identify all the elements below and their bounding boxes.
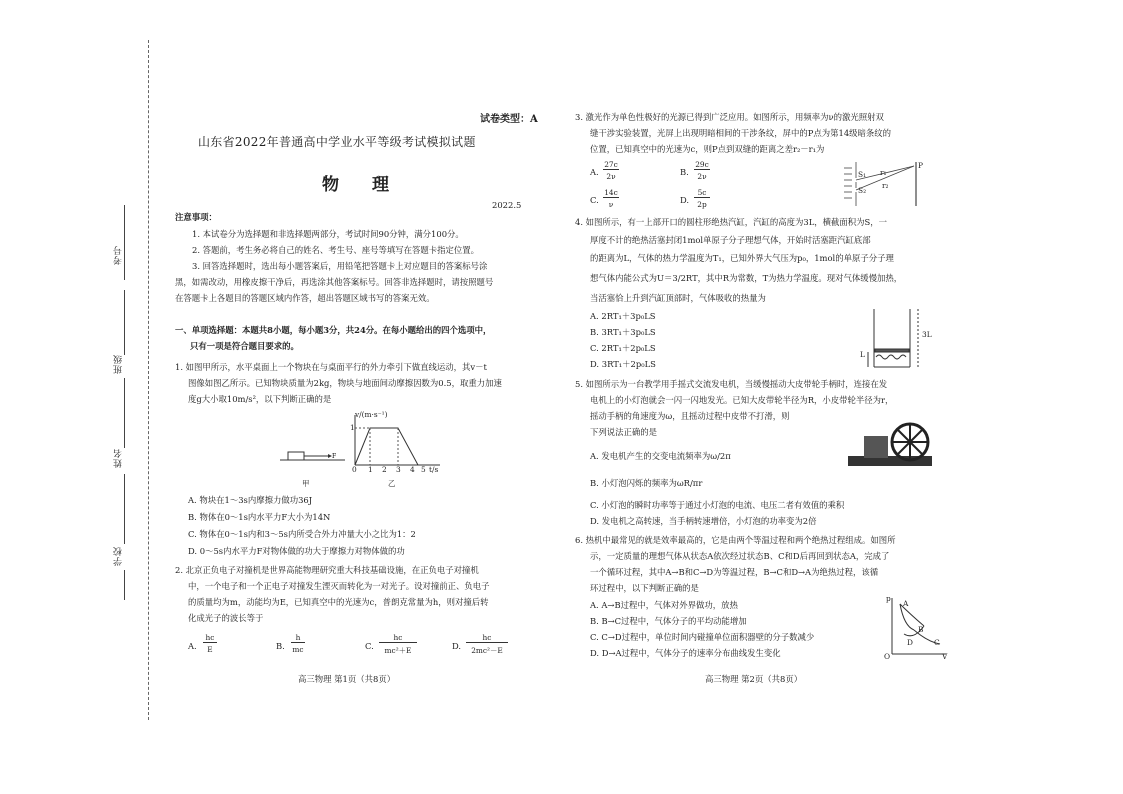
vt-curve [355, 428, 418, 465]
q1-line: 图像如图乙所示。已知物块质量为2kg，物块与地面间动摩擦因数为0.5，取重力加速 [188, 378, 502, 388]
q3-a-den: 2ν [606, 172, 616, 181]
q1-tick-x: 2 [382, 465, 387, 474]
q3-line: 缝干涉实验装置，光屏上出现明暗相间的干涉条纹，屏中的P点为第14级暗条纹的 [590, 128, 892, 138]
q3-b-den: 2ν [697, 172, 707, 181]
q4-option-b: B. 3RT₁＋3p₀LS [590, 327, 656, 337]
q1-line: 度g大小取10m/s²，以下判断正确的是 [188, 394, 332, 404]
q4-option-a: A. 2RT₁＋3p₀LS [590, 311, 656, 321]
q5-line: 电机上的小灯泡就会一闪一闪地发光。已知大皮带轮半径为R，小皮带轮半径为r， [590, 395, 894, 405]
q6-pv-diagram [884, 596, 950, 660]
q6-line: 6. 热机中最常见的就是效率最高的，它是由两个等温过程和两个绝热过程组成。如图所 [575, 535, 896, 545]
q1-line: 1. 如图甲所示，水平桌面上一个物块在与桌面平行的外力牵引下做直线运动，其v－t [175, 362, 487, 372]
sidebar-line [124, 378, 125, 448]
section-heading-cont: 只有一项是符合题目要求的。 [190, 341, 299, 351]
sidebar-line [124, 290, 125, 355]
q2-a-num: hc [203, 633, 217, 643]
notice-item: 黑，如需改动，用橡皮擦干净后，再选涂其他答案标号。回答非选择题时，请按照题号 [175, 277, 494, 287]
q4-line: 当活塞恰上升到汽缸顶部时，气体吸收的热量为 [590, 293, 766, 303]
q3-option-c-label: C. [590, 195, 599, 205]
notice-heading: 注意事项： [175, 212, 217, 222]
q3-d-num: 5c [694, 188, 710, 198]
q1-figure [270, 410, 450, 495]
q6-label-d: D [907, 638, 913, 647]
q2-option-b-label: B. [276, 641, 285, 651]
q4-line: 的距离为L，气体的热力学温度为T₁，已知外界大气压为p₀，1mol的单原子分子理 [590, 253, 894, 263]
q2-a-den: E [207, 645, 213, 654]
q3-b-num: 29c [695, 160, 709, 169]
q1-option-a: A. 物块在1～3s内摩擦力做功36J [188, 495, 313, 505]
sidebar-label-school: 学校 [114, 546, 124, 566]
subject-title: 物 理 [322, 175, 397, 195]
page-footer-right: 高三物理 第2页（共8页） [705, 674, 803, 684]
q3-line: 位置，已知真空中的光速为c，则P点到双缝的距离之差r₂－r₁为 [590, 144, 825, 154]
q2-c-den: mc²＋E [384, 646, 412, 655]
q3-label-s2: S₂ [858, 186, 867, 195]
q2-c-num: hc [379, 633, 417, 643]
exam-type: 试卷类型：A [480, 114, 538, 125]
sidebar-line [124, 474, 125, 544]
q3-option-d-label: D. [680, 195, 690, 205]
q3-option-a-label: A. [590, 167, 599, 177]
sidebar-line [124, 570, 125, 600]
q3-d-den: 2p [697, 200, 707, 209]
q6-option-c: C. C→D过程中，单位时间内碰撞单位面积器壁的分子数减少 [590, 632, 815, 642]
section-heading: 一、单项选择题：本题共8小题，每小题3分，共24分。在每小题给出的四个选项中， [175, 325, 492, 335]
q1-option-d: D. 0～5s内水平力F对物体做的功大于摩擦力对物体做的功 [188, 546, 405, 556]
q1-tick-x: 3 [396, 465, 401, 474]
notice-item: 2. 答题前，考生务必将自己的姓名、考生号、座号等填写在答题卡指定位置。 [192, 245, 480, 255]
q4-line: 想气体内能公式为U＝3/2RT，其中R为常数，T为热力学温度。现对气体缓慢加热， [590, 273, 903, 283]
q3-c-den: ν [608, 200, 614, 209]
q5-option-d: D. 发电机之高转速，当手柄转速增倍，小灯泡的功率变为2倍 [590, 516, 817, 526]
q6-option-a: A. A→B过程中，气体对外界做功，放热 [590, 600, 738, 610]
q1-option-c: C. 物体在0～1s内和3～5s内所受合外力冲量大小之比为1：2 [188, 529, 416, 539]
q2-d-den: 2mc²－E [471, 646, 503, 655]
q3-a-num: 27c [604, 160, 618, 169]
q1-tick-x: 5 [421, 465, 426, 474]
q1-tick-x: 0 [352, 465, 357, 474]
notice-item: 在答题卡上各题目的答题区域内作答，超出答题区域书写的答案无效。 [175, 293, 435, 303]
q2-option-c-label: C. [365, 641, 374, 651]
sidebar-label-name: 姓名 [114, 448, 124, 468]
q2-option-a-label: A. [188, 641, 197, 651]
q5-line: 5. 如图所示为一台教学用手摇式交流发电机，当缓慢摇动大皮带轮手柄时，连接在发 [575, 379, 888, 389]
q6-line: 一个循环过程，其中A→B和C→D为等温过程，B→C和D→A为绝热过程，该循 [590, 567, 879, 577]
q6-option-d: D. D→A过程中，气体分子的速率分布曲线发生变化 [590, 648, 781, 658]
q5-line: 摇动手柄的角速度为ω，且摇动过程中皮带不打滑，则 [590, 411, 790, 421]
q3-option-b-label: B. [680, 167, 689, 177]
q4-label-l: L [860, 350, 865, 359]
q1-tick-y: 1 [350, 423, 355, 432]
q6-line: 示，一定质量的理想气体从状态A依次经过状态B、C和D后再回到状态A，完成了 [590, 551, 890, 561]
q2-line: 2. 北京正负电子对撞机是世界高能物理研究重大科技基础设施，在正负电子对撞机 [175, 565, 479, 575]
q5-option-a: A. 发电机产生的交变电流频率为ω/2π [590, 451, 731, 461]
q4-cylinder-figure [862, 305, 934, 375]
q4-line: 4. 如图所示，有一上部开口的圆柱形绝热汽缸，汽缸的高度为3L，横截面积为S，一 [575, 217, 888, 227]
sidebar-label-class: 班级 [114, 354, 124, 374]
q3-c-num: 14c [604, 188, 618, 197]
q4-option-d: D. 3RT₁＋2p₀LS [590, 359, 656, 369]
q5-line: 下列说法正确的是 [590, 427, 657, 437]
q2-line: 化成光子的波长等于 [188, 613, 264, 623]
q4-label-3l: 3L [922, 330, 932, 339]
q3-label-r1: r₁ [880, 168, 887, 177]
q2-line: 中，一个电子和一个正电子对撞发生湮灭而转化为一对光子。设对撞前正、负电子 [188, 581, 490, 591]
q5-generator-image [846, 420, 940, 472]
q5-option-b: B. 小灯泡闪烁的频率为ωR/πr [590, 478, 703, 488]
q1-tick-x: t/s [429, 465, 439, 474]
q1-option-b: B. 物体在0～1s内水平力F大小为14N [188, 512, 331, 522]
q6-label-b: B [918, 625, 924, 634]
q2-line: 的质量均为m，动能均为E，已知真空中的光速为c，普朗克常量为h，则对撞后转 [188, 597, 489, 607]
force-label: F [332, 453, 337, 460]
q2-option-d-label: D. [452, 641, 462, 651]
q4-option-c: C. 2RT₁＋2p₀LS [590, 343, 656, 353]
q2-b-den: mc [292, 645, 304, 654]
q5-option-c: C. 小灯泡的瞬时功率等于通过小灯泡的电流、电压二者有效值的乘积 [590, 500, 845, 510]
q4-line: 厚度不计的绝热活塞封闭1mol单原子分子理想气体，开始时活塞距汽缸底部 [590, 235, 871, 245]
exam-date: 2022.5 [492, 200, 522, 210]
q6-label-c: C [934, 638, 940, 647]
q1-tick-x: 4 [410, 465, 415, 474]
q6-option-b: B. B→C过程中，气体分子的平均动能增加 [590, 616, 747, 626]
binding-dashed-line [148, 40, 149, 720]
q2-d-num: hc [466, 633, 508, 643]
notice-item: 1. 本试卷分为选择题和非选择题两部分，考试时间90分钟，满分100分。 [192, 229, 464, 239]
q6-label-p: p [886, 594, 891, 603]
q3-line: 3. 激光作为单色性极好的光源已得到广泛应用。如图所示，用频率为ν的激光照射双 [575, 112, 884, 122]
exam-title: 山东省2022年普通高中学业水平等级考试模拟试题 [198, 135, 476, 149]
q3-label-r2: r₂ [882, 181, 889, 190]
notice-item: 3. 回答选择题时，选出每小题答案后，用铅笔把答题卡上对应题目的答案标号涂 [192, 261, 488, 271]
q3-label-s1: S₁ [858, 170, 867, 179]
page-footer-left: 高三物理 第1页（共8页） [298, 674, 396, 684]
block [288, 452, 304, 460]
q2-b-num: h [291, 633, 305, 643]
q1-fig-label-jia: 甲 [302, 479, 310, 488]
q1-fig-label-yi: 乙 [388, 479, 396, 488]
q3-label-p: P [918, 161, 923, 170]
q6-line: 环过程中，以下判断正确的是 [590, 583, 699, 593]
sidebar-label-exam-number: 考号 [114, 245, 124, 265]
q6-label-a: A [903, 599, 909, 608]
q1-axis-label: v/(m·s⁻¹) [355, 410, 388, 419]
q1-tick-x: 1 [368, 465, 373, 474]
sidebar-line [124, 205, 125, 280]
q6-label-o: O [884, 652, 891, 661]
q6-label-v: V [942, 652, 948, 661]
